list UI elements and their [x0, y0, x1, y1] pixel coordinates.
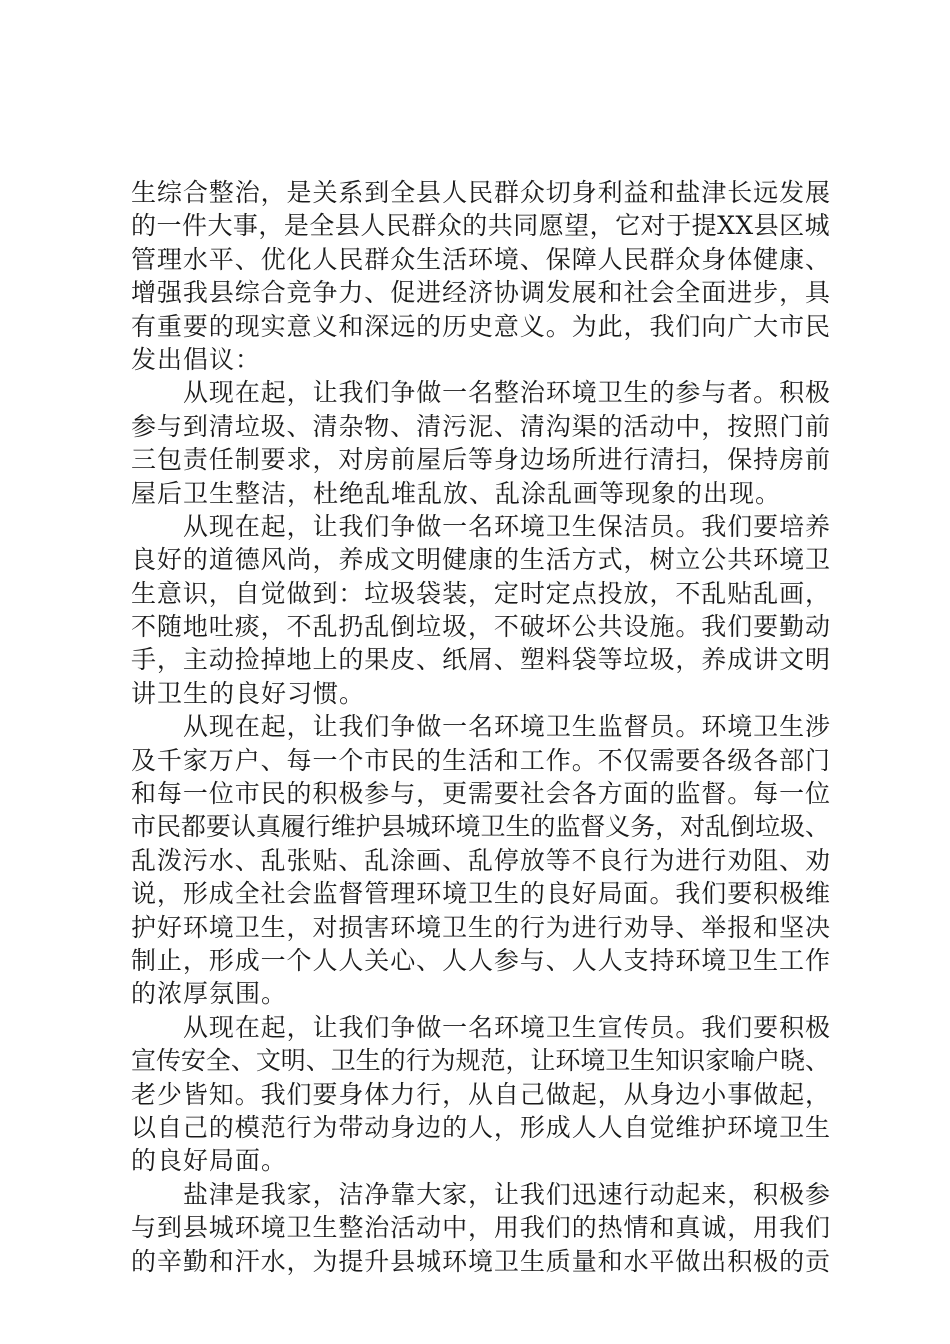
paragraph-first-line: 从现在起，让我们争做一名环境卫生监督员。环境卫生涉 [183, 712, 831, 742]
text-line: 手，主动捡掉地上的果皮、纸屑、塑料袋等垃圾，养成讲文明 [131, 645, 831, 675]
text-line: 增强我县综合竞争力、促进经济协调发展和社会全面进步，具 [131, 278, 831, 308]
text-line: 参与到清垃圾、清杂物、清污泥、清沟渠的活动中，按照门前 [131, 411, 831, 441]
text-line: 讲卫生的良好习惯。 [131, 678, 366, 708]
text-line: 三包责任制要求，对房前屋后等身边场所进行清扫，保持房前 [131, 445, 831, 475]
text-line: 管理水平、优化人民群众生活环境、保障人民群众身体健康、 [131, 244, 831, 274]
text-line: 宣传安全、文明、卫生的行为规范，让环境卫生知识家喻户晓、 [131, 1046, 830, 1076]
text-line: 发出倡议： [131, 344, 262, 374]
paragraph-first-line: 从现在起，让我们争做一名环境卫生宣传员。我们要积极 [183, 1012, 831, 1042]
text-line: 护好环境卫生，对损害环境卫生的行为进行劝导、举报和坚决 [131, 912, 831, 942]
text-line: 说，形成全社会监督管理环境卫生的良好局面。我们要积极维 [131, 879, 831, 909]
text-line: 的一件大事，是全县人民群众的共同愿望，它对于提XX县区城 [131, 211, 831, 241]
text-line: 生意识，自觉做到：垃圾袋装，定时定点投放，不乱贴乱画， [131, 578, 831, 608]
text-line: 制止，形成一个人人关心、人人参与、人人支持环境卫生工作 [131, 945, 831, 975]
text-line: 和每一位市民的积极参与，更需要社会各方面的监督。每一位 [131, 779, 831, 809]
text-line: 屋后卫生整洁，杜绝乱堆乱放、乱涂乱画等现象的出现。 [131, 478, 782, 508]
text-line: 不随地吐痰，不乱扔乱倒垃圾，不破坏公共设施。我们要勤动 [131, 612, 831, 642]
text-line: 的良好局面。 [131, 1146, 288, 1176]
paragraph-first-line: 从现在起，让我们争做一名环境卫生保洁员。我们要培养 [183, 511, 831, 541]
text-line: 良好的道德风尚，养成文明健康的生活方式，树立公共环境卫 [131, 545, 831, 575]
text-line: 生综合整治，是关系到全县人民群众切身利益和盐津长远发展 [131, 178, 831, 207]
text-line: 乱泼污水、乱张贴、乱涂画、乱停放等不良行为进行劝阻、劝 [131, 845, 831, 875]
document-body-text [131, 176, 831, 1278]
text-line: 的浓厚氛围。 [131, 979, 288, 1009]
text-line: 的辛勤和汗水，为提升县城环境卫生质量和水平做出积极的贡 [131, 1246, 831, 1276]
paragraph-first-line: 从现在起，让我们争做一名整治环境卫生的参与者。积极 [183, 378, 831, 408]
text-line: 与到县城环境卫生整治活动中，用我们的热情和真诚，用我们 [131, 1213, 831, 1243]
text-line: 市民都要认真履行维护县城环境卫生的监督义务，对乱倒垃圾、 [131, 812, 830, 842]
text-line: 以自己的模范行为带动身边的人，形成人人自觉维护环境卫生 [131, 1112, 831, 1142]
text-line: 有重要的现实意义和深远的历史意义。为此，我们向广大市民 [131, 311, 831, 341]
text-line: 及千家万户、每一个市民的生活和工作。不仅需要各级各部门 [131, 745, 831, 775]
text-line: 老少皆知。我们要身体力行，从自己做起，从身边小事做起， [131, 1079, 831, 1109]
paragraph-first-line: 盐津是我家，洁净靠大家，让我们迅速行动起来，积极参 [183, 1179, 831, 1209]
